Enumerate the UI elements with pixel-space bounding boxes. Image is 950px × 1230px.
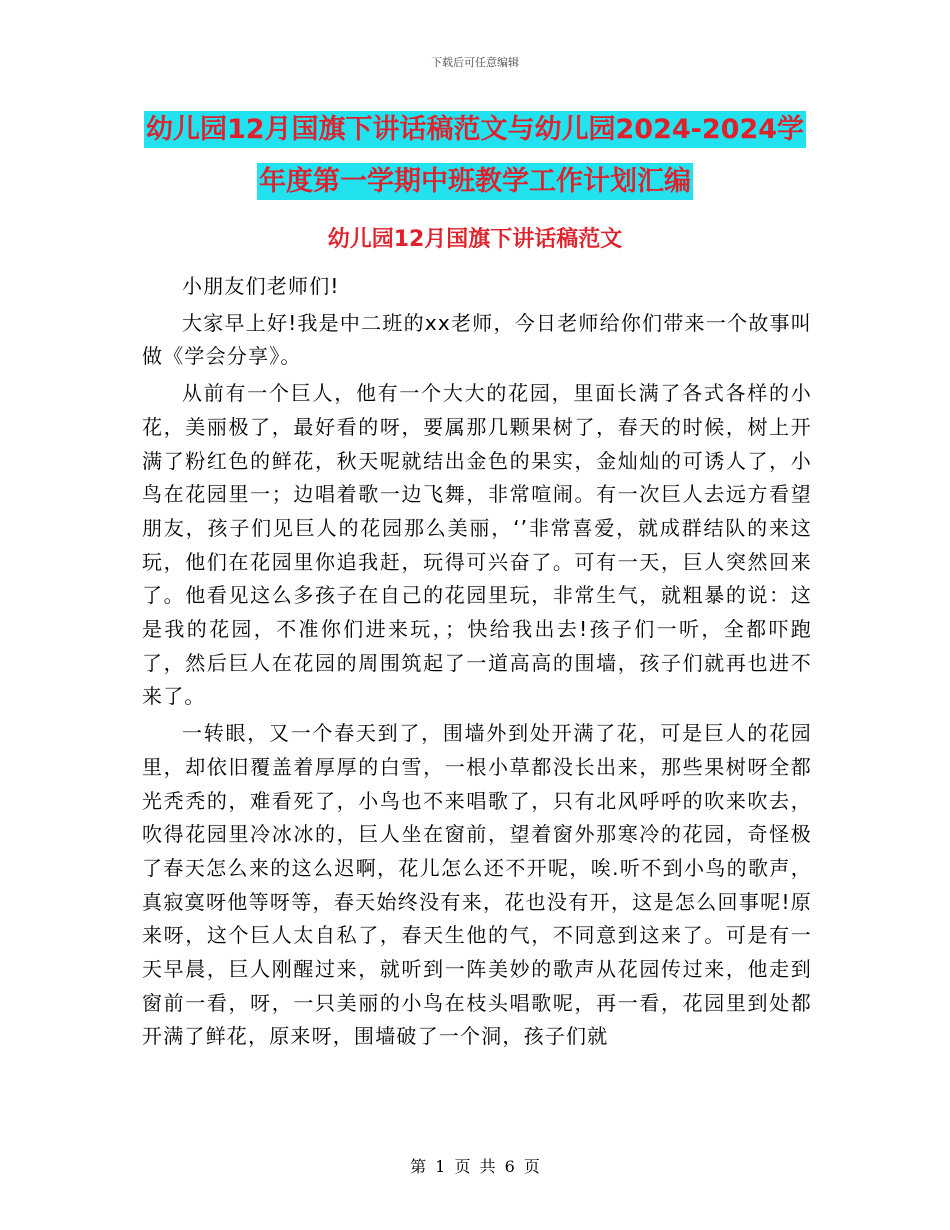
document-title-line-2: 年度第一学期中班教学工作计划汇编 xyxy=(257,163,693,200)
document-body xyxy=(142,270,812,1057)
page-header-note: 下载后可任意编辑 xyxy=(431,56,519,69)
page-footer: 第 1 页 共 6 页 xyxy=(410,1157,540,1176)
document-title-line-1: 幼儿园12月国旗下讲话稿范文与幼儿园2024-2024学 xyxy=(144,111,806,148)
document-title xyxy=(130,104,820,208)
paragraph-salutation: 小朋友们老师们! xyxy=(182,274,340,298)
section-title: 幼儿园12月国旗下讲话稿范文 xyxy=(327,227,623,252)
paragraph-story-1: 从前有一个巨人，他有一个大大的花园，里面长满了各式各样的小花，美丽极了，最好看的呀，要属那几颗果树了，春天的时候，树上开满了粉红色的鲜花，秋天呢就结出金色的果实，金灿灿的可诱人了，小鸟在花园里一；边唱着歌一边飞舞，非常喧闹。有一次巨人去远方看望朋友，孩子们见巨人的花园那么美丽，‘’非常喜爱，就成群结队的来这玩，他们在花园里你追我赶，玩得可兴奋了。可有一天，巨人突然回来了。他看见这么多孩子在自己的花园里玩，非常生气，就粗暴的说：这是我的花园，不准你们进来玩，；快给我出去!孩子们一听，全都吓跑了，然后巨人在花园的周围筑起了一道高高的围墙，孩子们就再也进不来了。 xyxy=(142,381,812,709)
paragraph-greeting: 大家早上好!我是中二班的xx老师，今日老师给你们带来一个故事叫做《学会分享》。 xyxy=(142,310,812,369)
paragraph-story-2: 一转眼，又一个春天到了，围墙外到处开满了花，可是巨人的花园里，却依旧覆盖着厚厚的白雪，一根小草都没长出来，那些果树呀全都光秃秃的，难看死了，小鸟也不来唱歌了，只有北风呼呼的吹来吹去，吹得花园里冷冰冰的，巨人坐在窗前，望着窗外那寒冷的花园，奇怪极了春天怎么来的这么迟啊，花儿怎么还不开呢，唉.听不到小鸟的歌声，真寂寞呀他等呀等，春天始终没有来，花也没有开，这是怎么回事呢!原来呀，这个巨人太自私了，春天生他的气，不同意到这来了。可是有一天早晨，巨人刚醒过来，就听到一阵美妙的歌声从花园传过来，他走到窗前一看，呀，一只美丽的小鸟在枝头唱歌呢，再一看，花园里到处都开满了鲜花，原来呀，围墙破了一个洞，孩子们就 xyxy=(142,721,812,1049)
